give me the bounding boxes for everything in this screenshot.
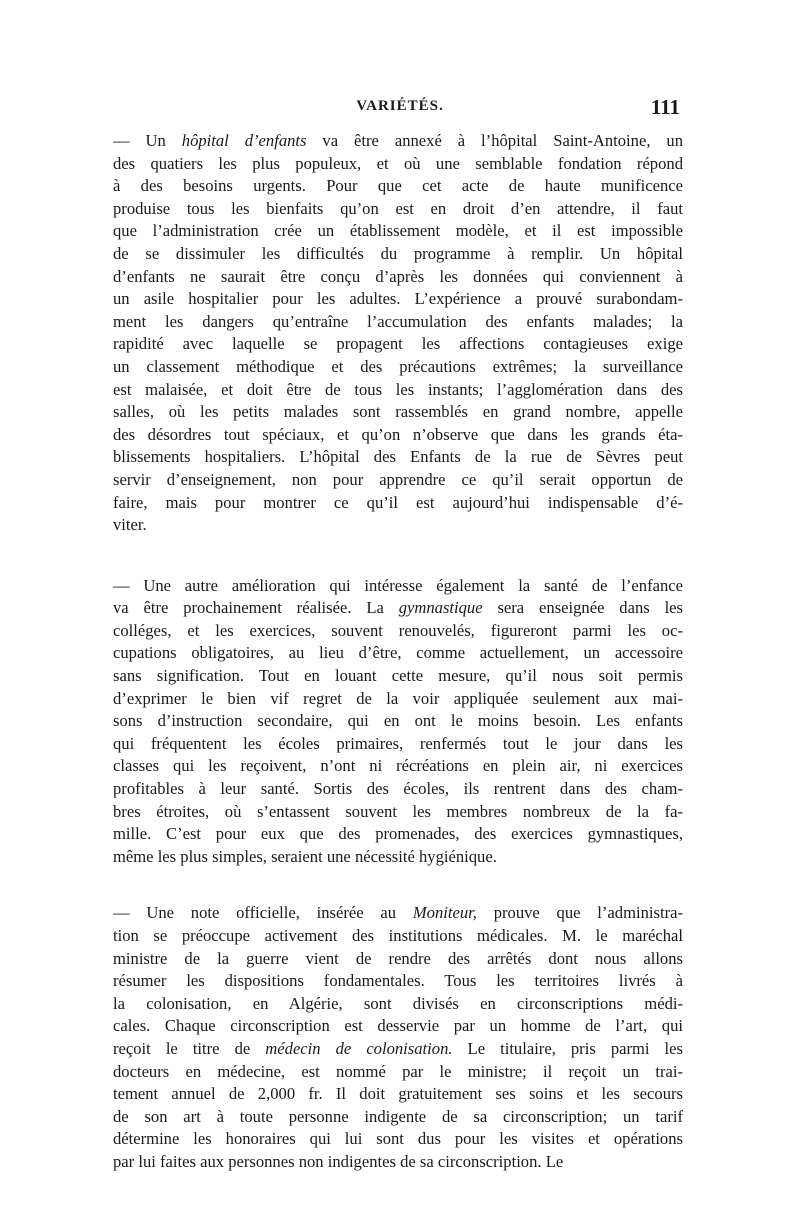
text-run: sons d’instruction secondaire, qui en ont le moins besoin. Les enfants: [113, 711, 683, 731]
page-header: [120, 95, 680, 124]
text-run: cales. Chaque circonscription est desservie par un homme de l’art, qui: [113, 1016, 683, 1036]
italic-term: hôpital d’enfants: [181, 131, 307, 150]
text-line: [113, 801, 683, 824]
text-run: Le titulaire, pris parmi les: [452, 1038, 683, 1058]
text-run: résumer les dispositions fondamentales. Tous les territoires livrés à: [113, 971, 683, 991]
text-line: [113, 130, 683, 153]
body-text: [113, 130, 683, 1174]
text-line: [113, 333, 683, 356]
text-line: [113, 948, 683, 971]
text-run: même les plus simples, seraient une nécessité hygiénique.: [113, 846, 497, 866]
text-line: [113, 175, 683, 198]
page-number: 111: [650, 95, 680, 119]
text-run: cupations obligatoires, au lieu d’être, comme actuellement, un accessoire: [113, 643, 683, 663]
text-run: des désordres tout spéciaux, et qu’on n’observe que dans les grands éta-: [113, 424, 683, 444]
text-run: faire, mais pour montrer ce qu’il est aujourd’hui indispensable d’é-: [113, 492, 683, 512]
text-line: [113, 446, 683, 469]
text-line: [113, 575, 683, 598]
text-line: [113, 266, 683, 289]
text-run: d’exprimer le bien vif regret de la voir appliquée seulement aux mai-: [113, 688, 683, 708]
text-line: [113, 1061, 683, 1084]
text-line: [113, 733, 683, 756]
text-run: tement annuel de 2,000 fr. Il doit gratuitement ses soins et les secours: [113, 1084, 683, 1104]
text-run: reçoit le titre de: [113, 1038, 266, 1058]
text-run: servir d’enseignement, non pour apprendre ce qu’il serait opportun de: [113, 469, 683, 489]
text-line: [113, 220, 683, 243]
text-run: que l’administration crée un établissement modèle, et il est impossible: [113, 221, 683, 241]
text-run: profitables à leur santé. Sortis des écoles, ils rentrent dans des cham-: [113, 779, 683, 799]
text-line: [113, 288, 683, 311]
text-run: d’enfants ne saurait être conçu d’après les données qui conviennent à: [113, 266, 683, 286]
text-line: [113, 823, 683, 846]
text-line: [113, 597, 683, 620]
text-run: ministre de la guerre vient de rendre des arrêtés dont nous allons: [113, 948, 683, 968]
paragraph-colonisation-doctors: [113, 902, 683, 1173]
text-line: [113, 198, 683, 221]
paragraph-gymnastics: [113, 575, 683, 869]
text-run: produise tous les bienfaits qu’on est en droit d’en attendre, il faut: [113, 198, 683, 218]
text-line: [113, 778, 683, 801]
text-line: [113, 1015, 683, 1038]
text-run: des quatiers les plus populeux, et où une semblable fondation répond: [113, 153, 683, 173]
text-line: [113, 514, 683, 537]
italic-term: Moniteur,: [412, 903, 477, 923]
text-run: sera enseignée dans les: [482, 598, 684, 618]
text-run: à des besoins urgents. Pour que cet acte de haute munificence: [113, 176, 683, 196]
text-run: va être annexé à l’hôpital Saint-Antoine, un: [306, 131, 683, 150]
text-run: par lui faites aux personnes non indigentes de sa circonscription. Le: [113, 1151, 564, 1171]
text-run: tion se préoccupe activement des institutions médicales. M. le maréchal: [113, 926, 683, 945]
text-run: sans signification. Tout en louant cette mesure, qu’il nous soit permis: [113, 666, 683, 686]
text-line: [113, 755, 683, 778]
text-line: [113, 642, 683, 665]
text-line: [113, 492, 683, 515]
text-run: viter.: [113, 515, 147, 535]
text-line: [113, 902, 683, 925]
text-run: — Un: [113, 131, 182, 150]
running-title: VARIÉTÉS.: [356, 98, 444, 114]
text-run: colléges, et les exercices, souvent renouvelés, figureront parmi les oc-: [113, 620, 683, 640]
text-line: [113, 993, 683, 1016]
text-run: un classement méthodique et des précautions extrêmes; la surveillance: [113, 356, 683, 376]
text-run: de se dissimuler les difficultés du programme à remplir. Un hôpital: [113, 243, 683, 263]
text-line: [113, 401, 683, 424]
text-run: blissements hospitaliers. L’hôpital des Enfants de la rue de Sèvres peut: [113, 447, 683, 467]
text-run: bres étroites, où s’entassent souvent les membres nombreux de la fa-: [113, 801, 683, 821]
text-run: ment les dangers qu’entraîne l’accumulation des enfants malades; la: [113, 311, 683, 331]
text-run: rapidité avec laquelle se propagent les affections contagieuses exige: [113, 334, 683, 354]
text-run: classes qui les reçoivent, n’ont ni récréations en plein air, ni exercices: [113, 756, 683, 776]
text-line: [113, 424, 683, 447]
text-run: prouve que l’administra-: [476, 903, 683, 923]
italic-term: médecin de colonisation.: [265, 1038, 453, 1058]
text-line: [113, 846, 683, 869]
text-line: [113, 356, 683, 379]
text-line: [113, 1038, 683, 1061]
text-run: la colonisation, en Algérie, sont divisés en circonscriptions médi-: [113, 993, 683, 1013]
text-run: va être prochainement réalisée. La: [113, 598, 399, 618]
text-run: docteurs en médecine, est nommé par le ministre; il reçoit un trai-: [113, 1061, 683, 1081]
text-line: [113, 925, 683, 948]
text-line: [113, 469, 683, 492]
text-line: [113, 1106, 683, 1129]
text-line: [113, 243, 683, 266]
text-run: qui fréquentent les écoles primaires, renfermés tout le jour dans les: [113, 733, 683, 753]
paragraph-childrens-hospital: [113, 130, 683, 537]
text-line: [113, 620, 683, 643]
text-run: de son art à toute personne indigente de sa circonscription; un tarif: [113, 1106, 683, 1126]
text-line: [113, 311, 683, 334]
text-run: salles, où les petits malades sont rassemblés en grand nombre, appelle: [113, 402, 683, 422]
text-run: mille. C’est pour eux que des promenades, des exercices gymnastiques,: [113, 824, 683, 844]
text-line: [113, 1083, 683, 1106]
text-line: [113, 688, 683, 711]
text-run: — Une note officielle, insérée au: [113, 903, 413, 923]
italic-term: gymnastique: [398, 598, 483, 618]
text-run: — Une autre amélioration qui intéresse également la santé de l’enfance: [113, 575, 683, 595]
text-run: détermine les honoraires qui lui sont dus pour les visites et opérations: [113, 1129, 683, 1149]
text-line: [113, 665, 683, 688]
text-line: [113, 153, 683, 176]
text-line: [113, 970, 683, 993]
text-line: [113, 1128, 683, 1151]
text-line: [113, 1151, 683, 1174]
text-line: [113, 379, 683, 402]
text-run: est malaisée, et doit être de tous les instants; l’agglomération dans des: [113, 379, 683, 399]
text-line: [113, 710, 683, 733]
text-run: un asile hospitalier pour les adultes. L’expérience a prouvé surabondam-: [113, 289, 683, 309]
